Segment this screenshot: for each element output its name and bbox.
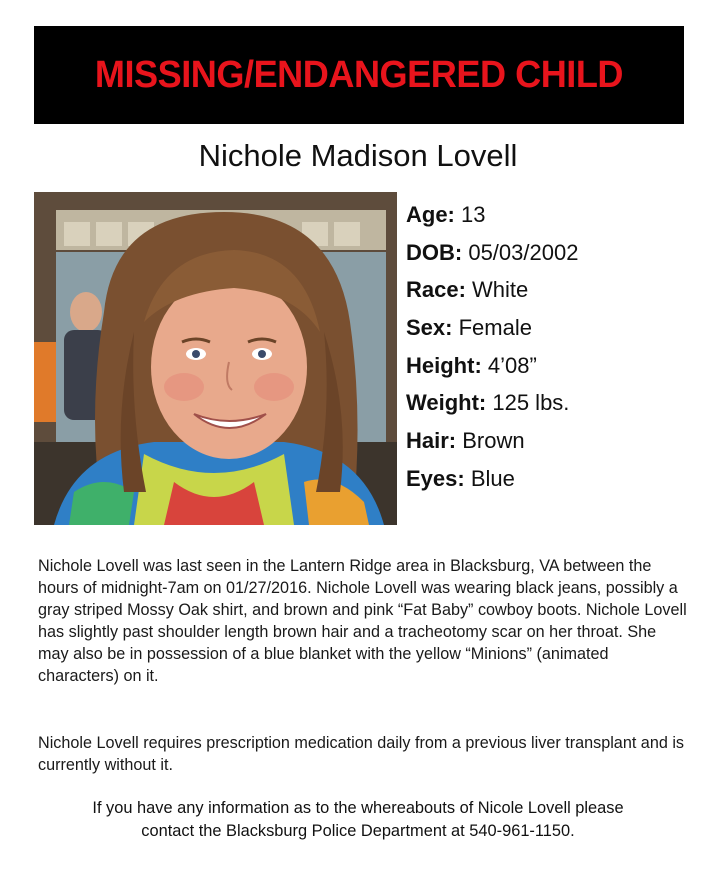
description-paragraph-2: Nichole Lovell requires prescription medication daily from a previous liver transplant and is currently without it. — [38, 734, 685, 774]
detail-dob-label: DOB: — [406, 239, 463, 265]
detail-sex-value: Female — [452, 315, 532, 341]
contact-notice — [0, 797, 716, 843]
detail-hair — [406, 422, 706, 460]
alert-banner — [34, 26, 684, 124]
person-name: Nichole Madison Lovell — [198, 138, 518, 173]
detail-dob-value: 05/03/2002 — [462, 239, 579, 265]
detail-eyes-label: Eyes: — [406, 465, 465, 491]
detail-height-label: Height: — [406, 352, 482, 378]
alert-banner-title: MISSING/ENDANGERED CHILD — [94, 53, 624, 96]
detail-age — [406, 196, 706, 234]
detail-sex — [406, 309, 706, 347]
detail-weight-value: 125 lbs. — [486, 390, 570, 416]
detail-race — [406, 271, 706, 309]
description-paragraph-1: Nichole Lovell was last seen in the Lantern Ridge area in Blacksburg, VA between the hours of midnight-7am on 01/27/2016. Nichole Lovell was wearing black jeans, possibly a gray striped Mossy Oak shirt, and brown and pink “Fat Baby” cowboy boots. Nichole Lovell has slightly past shoulder length brown hair and a tracheotomy scar on her throat. She may also be in possession of a blue blanket with the yellow “Minions” (animated characters) on it. — [38, 557, 687, 685]
person-photo — [34, 192, 397, 525]
detail-hair-value: Brown — [456, 428, 525, 454]
detail-height — [406, 347, 706, 385]
detail-weight — [406, 384, 706, 422]
detail-eyes — [406, 460, 706, 498]
detail-race-label: Race: — [406, 277, 466, 303]
detail-age-label: Age: — [406, 202, 455, 227]
detail-sex-label: Sex: — [406, 315, 453, 341]
detail-race-value: White — [465, 277, 529, 303]
person-details-list — [406, 196, 706, 498]
detail-age-value: 13 — [454, 202, 486, 227]
detail-weight-label: Weight: — [406, 390, 487, 416]
detail-height-value: 4’08” — [481, 352, 537, 378]
contact-notice-line-1: If you have any information as to the whereabouts of Nicole Lovell please — [92, 799, 624, 817]
detail-hair-label: Hair: — [406, 428, 457, 454]
contact-notice-line-2: contact the Blacksburg Police Department at 540-961-1150. — [141, 822, 575, 840]
detail-eyes-value: Blue — [464, 465, 515, 491]
detail-dob — [406, 234, 706, 272]
